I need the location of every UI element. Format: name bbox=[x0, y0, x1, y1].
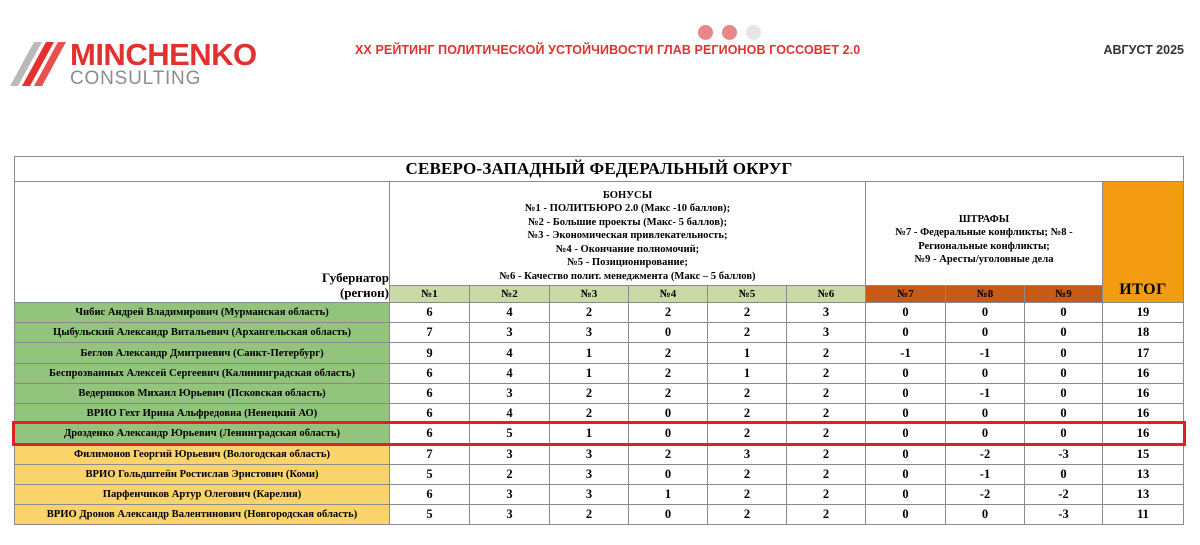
total-score-cell: 13 bbox=[1102, 464, 1184, 485]
score-cell: 0 bbox=[1024, 464, 1103, 485]
score-cell: 0 bbox=[1024, 383, 1103, 404]
score-cell: 0 bbox=[865, 504, 946, 525]
score-cell: 5 bbox=[389, 464, 470, 485]
score-cell: 2 bbox=[549, 504, 629, 525]
score-cell: 2 bbox=[549, 383, 629, 404]
governor-name-cell: Беспрозванных Алексей Сергеевич (Калининградская область) bbox=[14, 363, 390, 384]
bonus-header bbox=[389, 181, 866, 286]
score-cell: 0 bbox=[1024, 302, 1103, 323]
governor-name-cell: ВРИО Гехт Ирина Альфредовна (Ненецкий АО) bbox=[14, 403, 390, 424]
score-cell: -1 bbox=[945, 383, 1025, 404]
score-cell: 2 bbox=[707, 383, 787, 404]
carousel-dot[interactable] bbox=[746, 25, 761, 40]
score-cell: 0 bbox=[945, 363, 1025, 384]
score-cell: 2 bbox=[786, 464, 866, 485]
score-cell: 0 bbox=[945, 504, 1025, 525]
score-cell: 3 bbox=[549, 484, 629, 505]
score-cell: 0 bbox=[945, 423, 1025, 444]
column-header: №6 bbox=[786, 285, 866, 303]
score-cell: 2 bbox=[628, 443, 708, 465]
score-cell: 4 bbox=[469, 403, 550, 424]
score-cell: -1 bbox=[865, 342, 946, 364]
governor-name-cell: Парфенчиков Артур Олегович (Карелия) bbox=[14, 484, 390, 505]
carousel-dot[interactable] bbox=[698, 25, 713, 40]
score-cell: -2 bbox=[945, 443, 1025, 465]
column-header: №9 bbox=[1024, 285, 1103, 303]
fines-header-line: ШТРАФЫ bbox=[958, 213, 1010, 225]
column-header: №2 bbox=[469, 285, 550, 303]
score-cell: 0 bbox=[865, 423, 946, 444]
score-cell: 0 bbox=[1024, 423, 1103, 444]
score-cell: 2 bbox=[707, 484, 787, 505]
score-cell: 3 bbox=[469, 504, 550, 525]
score-cell: 0 bbox=[865, 484, 946, 505]
governor-name-cell: Цыбульский Александр Витальевич (Архангельская область) bbox=[14, 322, 390, 343]
score-cell: 0 bbox=[1024, 342, 1103, 364]
score-cell: 2 bbox=[786, 342, 866, 364]
score-cell: -2 bbox=[1024, 484, 1103, 505]
score-cell: 0 bbox=[945, 302, 1025, 323]
score-cell: 2 bbox=[786, 383, 866, 404]
minchenko-logo bbox=[8, 36, 257, 92]
total-score-cell: 16 bbox=[1102, 383, 1184, 404]
bonus-header-line: №6 - Качество полит. менеджмента (Макс – 5 баллов) bbox=[499, 270, 756, 282]
fines-header-line: №7 - Федеральные конфликты; №8 - bbox=[895, 227, 1073, 238]
total-score-cell: 16 bbox=[1102, 403, 1184, 424]
score-cell: 2 bbox=[786, 403, 866, 424]
score-cell: 0 bbox=[1024, 403, 1103, 424]
bonus-header-line: №5 - Позиционирование; bbox=[567, 257, 688, 268]
fines-header-line: Региональные конфликты; bbox=[918, 240, 1050, 252]
score-cell: 1 bbox=[707, 363, 787, 384]
score-cell: 2 bbox=[707, 423, 787, 444]
score-cell: 0 bbox=[1024, 363, 1103, 384]
score-cell: 2 bbox=[786, 443, 866, 465]
score-cell: 4 bbox=[469, 342, 550, 364]
score-cell: 6 bbox=[389, 363, 470, 384]
score-cell: 1 bbox=[707, 342, 787, 364]
score-cell: 5 bbox=[469, 423, 550, 444]
report-title: XX РЕЙТИНГ ПОЛИТИЧЕСКОЙ УСТОЙЧИВОСТИ ГЛАВ РЕГИОНОВ ГОССОВЕТ 2.0 bbox=[355, 43, 861, 57]
score-cell: 7 bbox=[389, 443, 470, 465]
score-cell: 3 bbox=[707, 443, 787, 465]
governor-name-cell: ВРИО Гольдштейн Ростислав Эрнстович (Коми) bbox=[14, 464, 390, 485]
score-cell: 3 bbox=[469, 484, 550, 505]
score-cell: 1 bbox=[628, 484, 708, 505]
bonus-header-line: БОНУСЫ bbox=[602, 189, 653, 201]
governor-name-cell: ВРИО Дронов Александр Валентинович (Новгородская область) bbox=[14, 504, 390, 525]
score-cell: 9 bbox=[389, 342, 470, 364]
score-cell: 2 bbox=[707, 322, 787, 343]
score-cell: 4 bbox=[469, 302, 550, 323]
score-cell: 2 bbox=[786, 504, 866, 525]
score-cell: -3 bbox=[1024, 443, 1103, 465]
governor-name-cell: Чибис Андрей Владимирович (Мурманская область) bbox=[14, 302, 390, 323]
score-cell: 2 bbox=[628, 383, 708, 404]
score-cell: 0 bbox=[628, 464, 708, 485]
score-cell: 2 bbox=[786, 363, 866, 384]
score-cell: 3 bbox=[549, 464, 629, 485]
score-cell: 2 bbox=[707, 302, 787, 323]
score-cell: 1 bbox=[549, 342, 629, 364]
score-cell: 2 bbox=[628, 302, 708, 323]
score-cell: 2 bbox=[786, 423, 866, 444]
score-cell: 0 bbox=[1024, 322, 1103, 343]
total-score-cell: 16 bbox=[1102, 423, 1184, 444]
score-cell: 3 bbox=[786, 302, 866, 323]
score-cell: 3 bbox=[469, 383, 550, 404]
score-cell: 3 bbox=[469, 443, 550, 465]
bonus-header-line: №3 - Экономическая привлекательность; bbox=[527, 230, 728, 241]
governor-name-cell: Беглов Александр Дмитриевич (Санкт-Петербург) bbox=[14, 342, 390, 364]
score-cell: 7 bbox=[389, 322, 470, 343]
score-cell: -3 bbox=[1024, 504, 1103, 525]
score-cell: 5 bbox=[389, 504, 470, 525]
district-title: СЕВЕРО-ЗАПАДНЫЙ ФЕДЕРАЛЬНЫЙ ОКРУГ bbox=[14, 156, 1184, 182]
score-cell: 4 bbox=[469, 363, 550, 384]
total-score-cell: 17 bbox=[1102, 342, 1184, 364]
score-cell: -1 bbox=[945, 464, 1025, 485]
score-cell: 0 bbox=[865, 383, 946, 404]
total-score-cell: 16 bbox=[1102, 363, 1184, 384]
column-header: №3 bbox=[549, 285, 629, 303]
score-cell: 6 bbox=[389, 423, 470, 444]
column-header: №7 bbox=[865, 285, 946, 303]
governor-header-line: Губернатор bbox=[321, 270, 389, 285]
score-cell: 0 bbox=[865, 322, 946, 343]
score-cell: -1 bbox=[945, 342, 1025, 364]
region-header-line: (регион) bbox=[339, 285, 389, 300]
score-cell: 0 bbox=[628, 423, 708, 444]
score-cell: 2 bbox=[628, 342, 708, 364]
column-header: №4 bbox=[628, 285, 708, 303]
column-header: №5 bbox=[707, 285, 787, 303]
governor-name-cell: Филимонов Георгий Юрьевич (Вологодская область) bbox=[14, 443, 390, 465]
score-cell: 0 bbox=[945, 403, 1025, 424]
bonus-header-line: №4 - Окончание полномочий; bbox=[555, 243, 700, 255]
governor-column-header bbox=[14, 181, 390, 303]
score-cell: 3 bbox=[549, 443, 629, 465]
logo-subtitle: CONSULTING bbox=[70, 68, 202, 89]
score-cell: 0 bbox=[865, 302, 946, 323]
score-cell: 0 bbox=[628, 403, 708, 424]
total-score-cell: 11 bbox=[1102, 504, 1184, 525]
total-score-cell: 15 bbox=[1102, 443, 1184, 465]
score-cell: 2 bbox=[786, 484, 866, 505]
score-cell: 0 bbox=[865, 363, 946, 384]
score-cell: 0 bbox=[628, 504, 708, 525]
score-cell: 2 bbox=[707, 403, 787, 424]
total-score-cell: 13 bbox=[1102, 484, 1184, 505]
report-date: АВГУСТ 2025 bbox=[1103, 43, 1184, 57]
rating-table bbox=[14, 156, 1184, 528]
score-cell: 0 bbox=[865, 403, 946, 424]
bonus-header-line: №2 - Большие проекты (Макс- 5 баллов); bbox=[528, 216, 727, 228]
score-cell: 2 bbox=[628, 363, 708, 384]
score-cell: 3 bbox=[786, 322, 866, 343]
governor-name-cell: Дрозденко Александр Юрьевич (Ленинградская область) bbox=[14, 423, 390, 444]
fines-header-line: №9 - Аресты/уголовные дела bbox=[914, 254, 1054, 265]
score-cell: 1 bbox=[549, 363, 629, 384]
score-cell: 2 bbox=[549, 302, 629, 323]
score-cell: 3 bbox=[469, 322, 550, 343]
total-score-cell: 18 bbox=[1102, 322, 1184, 343]
score-cell: 2 bbox=[549, 403, 629, 424]
score-cell: -2 bbox=[945, 484, 1025, 505]
score-cell: 0 bbox=[865, 443, 946, 465]
column-header: №1 bbox=[389, 285, 470, 303]
total-column-header: ИТОГ bbox=[1102, 181, 1184, 303]
score-cell: 2 bbox=[707, 464, 787, 485]
score-cell: 6 bbox=[389, 403, 470, 424]
score-cell: 3 bbox=[549, 322, 629, 343]
total-score-cell: 19 bbox=[1102, 302, 1184, 323]
score-cell: 6 bbox=[389, 302, 470, 323]
score-cell: 0 bbox=[628, 322, 708, 343]
score-cell: 2 bbox=[707, 504, 787, 525]
score-cell: 0 bbox=[945, 322, 1025, 343]
governor-name-cell: Ведерников Михаил Юрьевич (Псковская область) bbox=[14, 383, 390, 404]
score-cell: 0 bbox=[865, 464, 946, 485]
score-cell: 2 bbox=[469, 464, 550, 485]
column-header: №8 bbox=[945, 285, 1025, 303]
score-cell: 1 bbox=[549, 423, 629, 444]
score-cell: 6 bbox=[389, 383, 470, 404]
logo-chevron-icon bbox=[8, 36, 66, 88]
carousel-dot[interactable] bbox=[722, 25, 737, 40]
fines-header bbox=[865, 181, 1103, 286]
bonus-header-line: №1 - ПОЛИТБЮРО 2.0 (Макс -10 баллов); bbox=[524, 203, 731, 214]
logo-name: MINCHENKO bbox=[70, 37, 257, 72]
score-cell: 6 bbox=[389, 484, 470, 505]
